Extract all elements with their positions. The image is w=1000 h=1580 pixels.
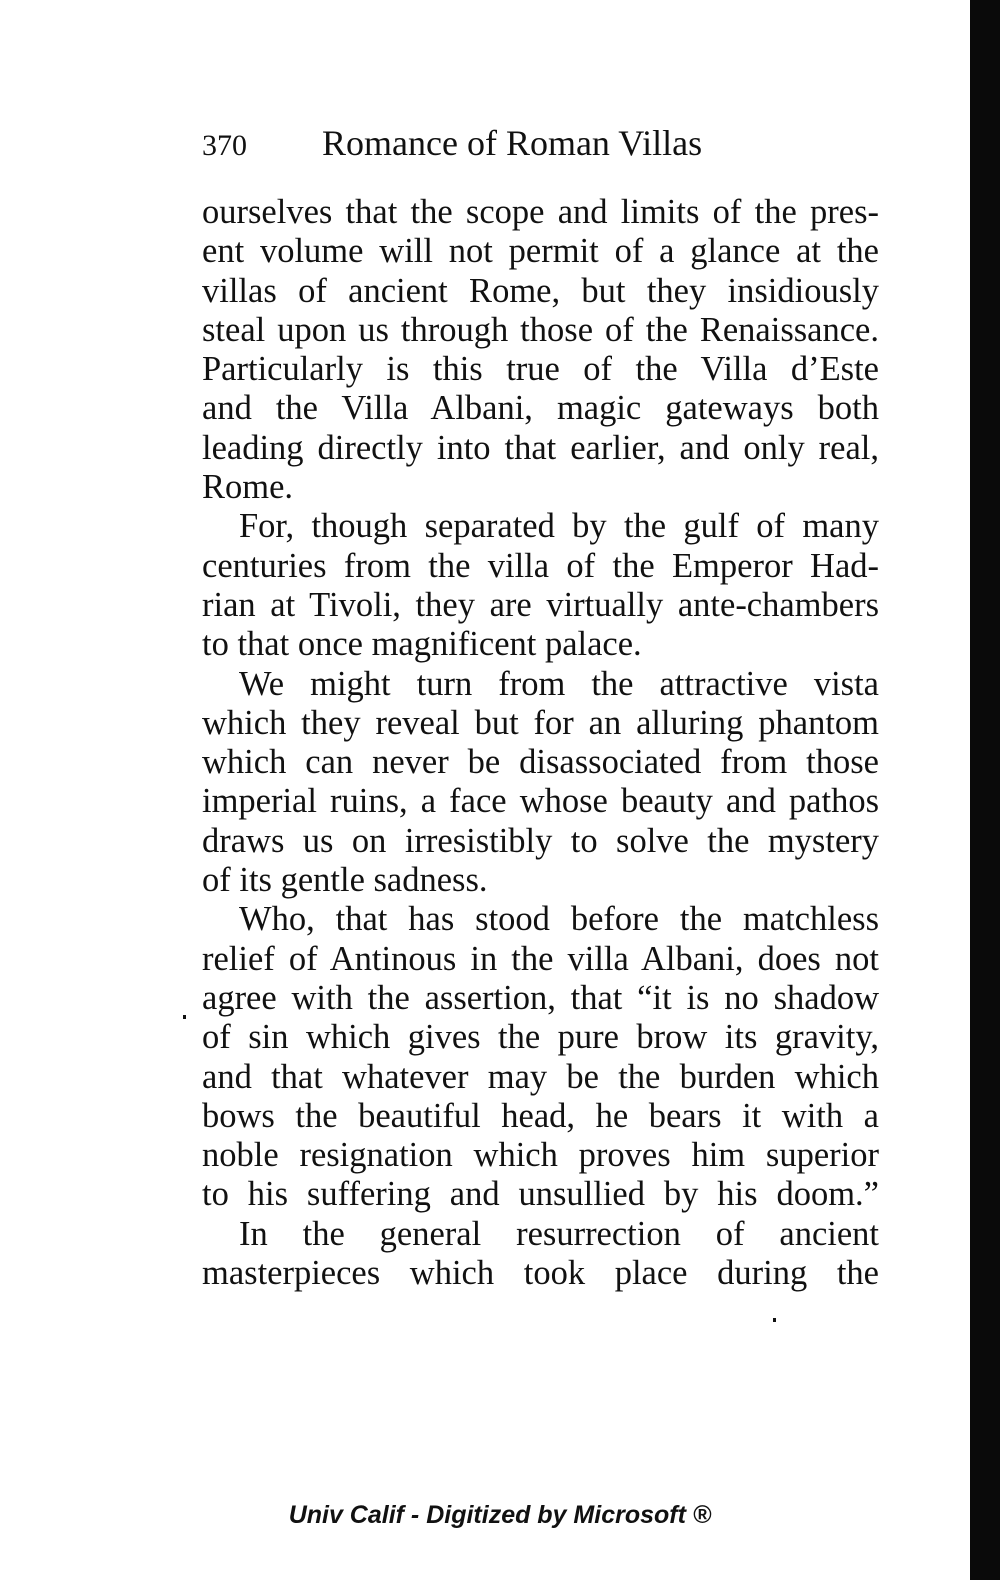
text-line: villas of ancient Rome, but they insidiously	[202, 271, 879, 310]
scan-edge-shadow	[970, 0, 1000, 1580]
text-line: imperial ruins, a face whose beauty and pathos	[202, 782, 879, 821]
text-line: masterpieces which took place during the	[202, 1254, 879, 1293]
running-head	[202, 118, 882, 168]
text-line: of sin which gives the pure brow its gravity,	[202, 1018, 879, 1057]
text-line: draws us on irresistibly to solve the mystery	[202, 821, 879, 860]
text-line: steal upon us through those of the Renaissance.	[202, 310, 879, 349]
text-line: For, though separated by the gulf of many	[239, 507, 879, 546]
text-line: centuries from the villa of the Emperor Had-	[202, 546, 879, 585]
text-line: ent volume will not permit of a glance at the	[202, 232, 879, 271]
text-line: bows the beautiful head, he bears it with a	[202, 1096, 879, 1135]
text-line: ourselves that the scope and limits of the pres-	[202, 193, 879, 231]
text-line: leading directly into that earlier, and only real,	[202, 428, 879, 467]
text-line: and that whatever may be the burden which	[202, 1057, 879, 1096]
scan-speck	[183, 1015, 186, 1019]
text-line: rian at Tivoli, they are virtually ante-chambers	[202, 585, 879, 624]
scan-speck	[773, 1318, 776, 1322]
text-line: Rome.	[202, 468, 294, 507]
text-line: and the Villa Albani, magic gateways both	[202, 389, 879, 428]
text-line: Who, that has stood before the matchless	[239, 900, 879, 939]
text-line: We might turn from the attractive vista	[239, 664, 879, 703]
text-line: Particularly is this true of the Villa d’Este	[202, 350, 879, 389]
text-line: of its gentle sadness.	[202, 861, 488, 900]
text-line: In the general resurrection of ancient	[239, 1214, 879, 1253]
text-line: to his suffering and unsullied by his doom.”	[202, 1175, 879, 1214]
text-line: which they reveal but for an alluring phantom	[202, 703, 879, 742]
running-title: Romance of Roman Villas	[322, 123, 703, 163]
text-line: agree with the assertion, that “it is no shadow	[202, 978, 879, 1017]
body-text	[202, 193, 879, 1293]
text-line: noble resignation which proves him superior	[202, 1136, 879, 1175]
text-line: to that once magnificent palace.	[202, 625, 642, 664]
text-line: relief of Antinous in the villa Albani, does not	[202, 939, 879, 978]
text-line: which can never be disassociated from those	[202, 743, 879, 782]
digitization-watermark: Univ Calif - Digitized by Microsoft ®	[288, 1501, 712, 1529]
page-number: 370	[202, 129, 247, 162]
